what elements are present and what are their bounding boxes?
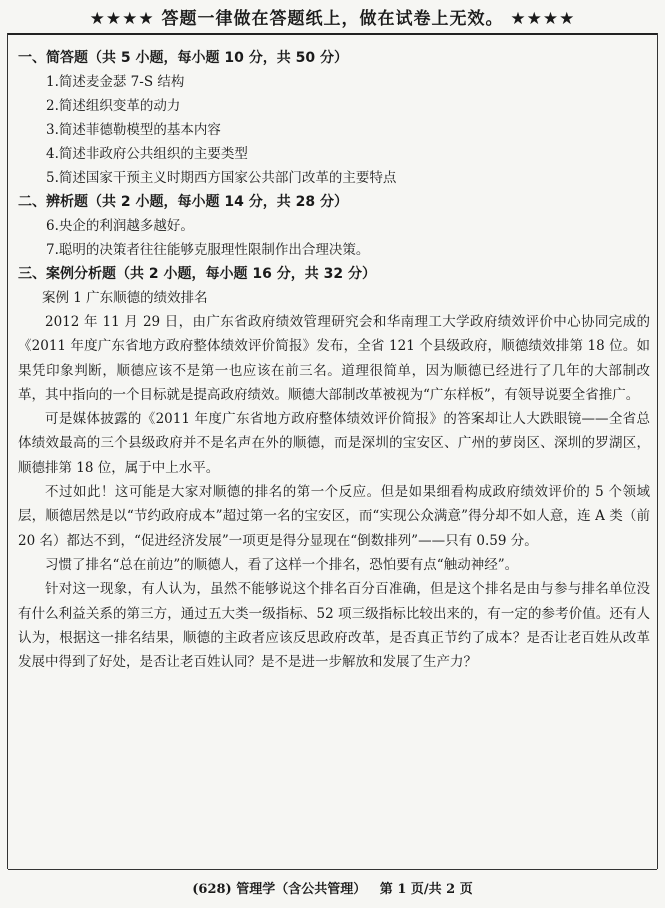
exam-content <box>18 46 650 674</box>
case-paragraph-2: 可是媒体披露的《2011 年度广东省地方政府整体绩效评价简报》的答案却让人大跌眼镜——全省总体绩效最高的三个县级政府并不是名声在外的顺德，而是深圳的宝安区、广州的萝岗区、深圳的罗湖区，顺德排第 18 位，属于中上水平。 <box>18 411 650 476</box>
section-title-analysis: 二、辨析题（共 2 小题，每小题 14 分，共 28 分） <box>18 194 348 210</box>
case-paragraph-5: 针对这一现象，有人认为，虽然不能够说这个排名百分百准确，但是这个排名是由与参与排名单位没有什么利益关系的第三方，通过五大类一级指标、52 项三级指标比较出来的，有一定的参考价值。还有人认为，根据这一排名结果，顺德的主政者应该反思政府改革，是否真正节约了成本？是否让老百姓从改革发展中得到了好处，是否让老百姓认同？是不是进一步解放和发展了生产力？ <box>18 581 650 671</box>
question-7: 7.聪明的决策者往往能够克服理性限制作出合理决策。 <box>46 242 370 258</box>
question-3: 3.简述菲德勒模型的基本内容 <box>46 122 221 138</box>
case-paragraph-4: 习惯了排名“总在前边”的顺德人，看了这样一个排名，恐怕要有点“触动神经”。 <box>45 556 519 573</box>
case-paragraph-3: 不过如此！这可能是大家对顺德的排名的第一个反应。但是如果细看构成政府绩效评价的 5 个领域层，顺德居然是以“节约政府成本”超过第一名的宝安区，而“实现公众满意”得分却不如人意，连 A 类（前 20 名）都达不到，“促进经济发展”一项更是得分显现在“倒数排列”——只有 0.59 分。 <box>18 484 650 549</box>
section-title-short-answer: 一、简答题（共 5 小题，每小题 10 分，共 50 分） <box>18 50 348 66</box>
bottom-divider <box>8 869 657 870</box>
question-1: 1.简述麦金瑟 7-S 结构 <box>46 74 185 90</box>
case-paragraph-1: 2012 年 11 月 29 日，由广东省政府绩效管理研究会和华南理工大学政府绩效评价中心协同完成的《2011 年度广东省地方政府整体绩效评价简报》发布，全省 121 个县级政府，顺德绩效排第 18 位。如果凭印象判断，顺德应该不是第一也应该在前三名。道理很简单，因为顺德已经进行了几年的大部制改革，其中指向的一个目标就是提高政府绩效。顺德大部制改革被视为“广东样板”，有领导说要全省推广。 <box>18 314 650 403</box>
question-6: 6.央企的利润越多越好。 <box>46 218 194 234</box>
question-5: 5.简述国家干预主义时期西方国家公共部门改革的主要特点 <box>46 170 397 186</box>
top-divider <box>8 33 657 35</box>
exam-notice: ★★★★ 答题一律做在答题纸上，做在试卷上无效。 ★★★★ <box>89 9 576 29</box>
question-4: 4.简述非政府公共组织的主要类型 <box>46 146 248 162</box>
right-border <box>657 33 658 869</box>
left-border <box>7 33 8 869</box>
section-title-case-study: 三、案例分析题（共 2 小题，每小题 16 分，共 32 分） <box>18 266 376 282</box>
page-footer: (628) 管理学（含公共管理） 第 1 页/共 2 页 <box>192 882 473 897</box>
question-2: 2.简述组织变革的动力 <box>46 98 181 114</box>
case-1-title: 案例 1 广东顺德的绩效排名 <box>42 290 208 306</box>
